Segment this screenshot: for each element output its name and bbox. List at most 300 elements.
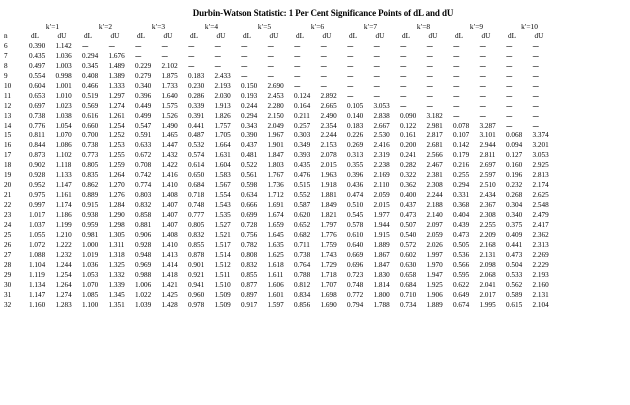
value-cell: 2.308 bbox=[426, 181, 443, 190]
value-cell: 0.355 bbox=[347, 161, 364, 170]
value-cell: 2.417 bbox=[532, 221, 549, 230]
value-cell: 0.161 bbox=[400, 131, 417, 140]
value-cell: 0.589 bbox=[506, 290, 523, 299]
value-cell: 1.659 bbox=[267, 221, 284, 230]
value-cell: 0.515 bbox=[294, 181, 311, 190]
value-cell: 1.821 bbox=[320, 211, 337, 220]
value-cell: 0.362 bbox=[400, 181, 417, 190]
value-cell: 0.349 bbox=[294, 141, 311, 150]
value-cell: 0.322 bbox=[400, 171, 417, 180]
value-cell: 0.615 bbox=[506, 300, 523, 309]
value-cell: 1.408 bbox=[161, 191, 178, 200]
value-cell: 1.947 bbox=[426, 270, 443, 279]
row-n-cell: 8 bbox=[4, 61, 8, 70]
value-cell: 0.140 bbox=[347, 111, 364, 120]
value-cell: 0.257 bbox=[294, 121, 311, 130]
value-cell: 0.832 bbox=[241, 260, 258, 269]
dl-column-header: dL bbox=[296, 31, 304, 40]
value-cell: 1.160 bbox=[29, 300, 46, 309]
significance-table bbox=[4, 22, 556, 311]
value-cell: 2.354 bbox=[320, 121, 337, 130]
value-cell: 1.867 bbox=[373, 250, 390, 259]
value-cell: 0.998 bbox=[55, 71, 72, 80]
value-cell: ---- bbox=[506, 41, 512, 50]
value-cell: 0.473 bbox=[453, 231, 470, 240]
value-cell: 1.119 bbox=[29, 270, 45, 279]
value-cell: 1.606 bbox=[267, 280, 284, 289]
value-cell: 2.041 bbox=[479, 280, 496, 289]
value-cell: 0.906 bbox=[135, 231, 152, 240]
value-cell: ---- bbox=[453, 51, 459, 60]
value-cell: 0.630 bbox=[400, 260, 417, 269]
dl-column-header: dL bbox=[31, 31, 39, 40]
value-cell: 0.127 bbox=[506, 151, 523, 160]
dl-column-header: dL bbox=[137, 31, 145, 40]
value-cell: 1.554 bbox=[214, 191, 231, 200]
value-cell: 0.150 bbox=[241, 81, 258, 90]
value-cell: ---- bbox=[426, 51, 433, 60]
value-cell: ---- bbox=[347, 91, 353, 100]
value-cell: 1.830 bbox=[373, 270, 390, 279]
value-cell: 0.805 bbox=[82, 161, 99, 170]
value-cell: 1.199 bbox=[55, 221, 72, 230]
table-row bbox=[4, 72, 556, 82]
dl-column-header: dL bbox=[402, 31, 410, 40]
du-column-header: dU bbox=[322, 31, 332, 40]
value-cell: 1.407 bbox=[161, 201, 178, 210]
value-cell: 1.407 bbox=[161, 211, 178, 220]
value-cell: 0.697 bbox=[29, 101, 46, 110]
value-cell: 0.226 bbox=[347, 131, 364, 140]
value-cell: 1.875 bbox=[161, 71, 178, 80]
value-cell: ---- bbox=[532, 91, 539, 100]
value-cell: 2.367 bbox=[479, 201, 496, 210]
value-cell: 0.844 bbox=[29, 141, 46, 150]
group-header: k′=5 bbox=[257, 22, 272, 31]
value-cell: 1.333 bbox=[108, 81, 125, 90]
value-cell: 1.776 bbox=[320, 231, 337, 240]
value-cell: 1.036 bbox=[82, 260, 99, 269]
value-cell: 0.633 bbox=[135, 141, 152, 150]
value-cell: ---- bbox=[532, 71, 539, 80]
value-cell: 1.432 bbox=[161, 151, 178, 160]
value-cell: 2.381 bbox=[426, 171, 443, 180]
value-cell: 2.150 bbox=[267, 111, 284, 120]
value-cell: 0.473 bbox=[506, 250, 523, 259]
group-header-row bbox=[4, 22, 556, 32]
value-cell: 0.587 bbox=[294, 201, 311, 210]
value-cell: 1.698 bbox=[320, 290, 337, 299]
value-cell: 2.813 bbox=[532, 171, 549, 180]
value-cell: 0.340 bbox=[135, 81, 152, 90]
table-row bbox=[4, 112, 556, 122]
value-cell: 0.748 bbox=[188, 201, 205, 210]
table-row bbox=[4, 151, 556, 161]
value-cell: 1.847 bbox=[373, 260, 390, 269]
value-cell: 0.216 bbox=[453, 161, 470, 170]
value-cell: 0.674 bbox=[453, 300, 470, 309]
table-row bbox=[4, 141, 556, 151]
value-cell: 0.519 bbox=[82, 91, 99, 100]
value-cell: ---- bbox=[347, 71, 353, 80]
value-cell: 0.487 bbox=[188, 131, 205, 140]
value-cell: 0.286 bbox=[188, 91, 205, 100]
value-cell: 0.505 bbox=[453, 240, 470, 249]
group-header: k′=6 bbox=[310, 22, 325, 31]
table-title: Durbin-Watson Statistic: 1 Per Cent Significance Points of dL and dU bbox=[192, 8, 454, 18]
value-cell: 2.209 bbox=[479, 231, 496, 240]
du-column-header: dU bbox=[269, 31, 279, 40]
value-cell: 1.244 bbox=[55, 260, 72, 269]
value-cell: 1.085 bbox=[82, 290, 99, 299]
value-cell: 0.684 bbox=[400, 280, 417, 289]
value-cell: ---- bbox=[267, 51, 274, 60]
value-cell: 0.889 bbox=[82, 191, 99, 200]
value-cell: 1.416 bbox=[161, 171, 178, 180]
table-row bbox=[4, 211, 556, 221]
value-cell: ---- bbox=[267, 71, 274, 80]
value-cell: 0.981 bbox=[82, 231, 99, 240]
value-cell: 1.210 bbox=[55, 231, 72, 240]
value-cell: 2.981 bbox=[426, 121, 443, 130]
value-cell: 1.053 bbox=[82, 270, 99, 279]
value-cell: 2.059 bbox=[426, 231, 443, 240]
group-header: k′=9 bbox=[469, 22, 484, 31]
value-cell: 1.447 bbox=[161, 141, 178, 150]
value-cell: 0.294 bbox=[82, 51, 99, 60]
table-row bbox=[4, 251, 556, 261]
dl-column-header: dL bbox=[349, 31, 357, 40]
value-cell: 0.476 bbox=[294, 171, 311, 180]
value-cell: 0.788 bbox=[294, 270, 311, 279]
du-column-header: dU bbox=[375, 31, 385, 40]
value-cell: 0.811 bbox=[29, 131, 45, 140]
value-cell: 1.826 bbox=[214, 111, 231, 120]
value-cell: 0.536 bbox=[453, 250, 470, 259]
value-cell: 0.742 bbox=[135, 171, 152, 180]
value-cell: 1.339 bbox=[108, 280, 125, 289]
value-cell: 0.473 bbox=[400, 211, 417, 220]
value-cell: 0.574 bbox=[188, 151, 205, 160]
value-cell: ---- bbox=[426, 71, 433, 80]
value-cell: 2.690 bbox=[267, 81, 284, 90]
value-cell: 0.510 bbox=[347, 201, 364, 210]
value-cell: 1.001 bbox=[55, 81, 72, 90]
value-cell: ---- bbox=[400, 101, 406, 110]
value-cell: 0.164 bbox=[294, 101, 311, 110]
value-cell: 0.649 bbox=[453, 290, 470, 299]
value-cell: ---- bbox=[214, 41, 221, 50]
value-cell: 0.375 bbox=[506, 221, 523, 230]
table-body bbox=[4, 42, 556, 311]
value-cell: ---- bbox=[400, 51, 406, 60]
value-cell: ---- bbox=[479, 61, 486, 70]
row-n-cell: 28 bbox=[4, 260, 12, 269]
value-cell: 0.941 bbox=[188, 280, 205, 289]
column-header-row bbox=[4, 32, 556, 42]
value-cell: 0.756 bbox=[241, 231, 258, 240]
value-cell: 1.264 bbox=[55, 280, 72, 289]
row-n-cell: 22 bbox=[4, 201, 12, 210]
value-cell: 0.142 bbox=[453, 141, 470, 150]
value-cell: ---- bbox=[320, 51, 327, 60]
value-cell: 2.269 bbox=[532, 250, 549, 259]
value-cell: 2.015 bbox=[320, 161, 337, 170]
value-cell: 2.681 bbox=[426, 141, 443, 150]
value-cell: 0.952 bbox=[29, 181, 46, 190]
value-cell: 2.697 bbox=[479, 161, 496, 170]
value-cell: 0.948 bbox=[135, 250, 152, 259]
value-cell: 0.303 bbox=[294, 131, 311, 140]
value-cell: 0.595 bbox=[453, 270, 470, 279]
value-cell: ---- bbox=[241, 41, 247, 50]
value-cell: 0.877 bbox=[241, 280, 258, 289]
value-cell: ---- bbox=[453, 41, 459, 50]
value-cell: 0.268 bbox=[506, 191, 523, 200]
value-cell: 1.270 bbox=[108, 181, 125, 190]
value-cell: ---- bbox=[532, 121, 539, 130]
value-cell: 2.015 bbox=[373, 201, 390, 210]
value-cell: 0.435 bbox=[294, 161, 311, 170]
du-column-header: dU bbox=[216, 31, 226, 40]
value-cell: 2.238 bbox=[373, 161, 390, 170]
value-cell: 2.193 bbox=[532, 270, 549, 279]
value-cell: ---- bbox=[320, 61, 327, 70]
value-cell: 0.441 bbox=[188, 121, 205, 130]
table-row bbox=[4, 301, 556, 311]
value-cell: 0.738 bbox=[29, 111, 46, 120]
group-header: k′=3 bbox=[151, 22, 166, 31]
value-cell: 0.552 bbox=[294, 191, 311, 200]
value-cell: 1.408 bbox=[161, 231, 178, 240]
value-cell: 0.777 bbox=[188, 211, 205, 220]
du-column-header: dU bbox=[57, 31, 67, 40]
value-cell: 0.391 bbox=[188, 111, 205, 120]
value-cell: ---- bbox=[506, 111, 512, 120]
value-cell: 0.409 bbox=[506, 231, 523, 240]
table-row bbox=[4, 181, 556, 191]
group-header: k′=4 bbox=[204, 22, 219, 31]
value-cell: 2.467 bbox=[426, 161, 443, 170]
row-n-cell: 7 bbox=[4, 51, 8, 60]
value-cell: 0.708 bbox=[135, 161, 152, 170]
value-cell: 0.988 bbox=[135, 270, 152, 279]
value-cell: 1.038 bbox=[55, 111, 72, 120]
value-cell: ---- bbox=[373, 51, 380, 60]
dl-column-header: dL bbox=[455, 31, 463, 40]
value-cell: 0.738 bbox=[294, 250, 311, 259]
value-cell: 1.274 bbox=[108, 101, 125, 110]
value-cell: 0.439 bbox=[453, 221, 470, 230]
value-cell: 0.832 bbox=[188, 231, 205, 240]
value-cell: 0.232 bbox=[506, 181, 523, 190]
value-cell: 0.390 bbox=[29, 41, 46, 50]
value-cell: 1.625 bbox=[267, 250, 284, 259]
value-cell: 2.188 bbox=[426, 201, 443, 210]
table-row bbox=[4, 241, 556, 251]
value-cell: 0.928 bbox=[29, 171, 46, 180]
value-cell: 0.160 bbox=[506, 161, 523, 170]
value-cell: 1.631 bbox=[214, 151, 231, 160]
value-cell: ---- bbox=[479, 51, 486, 60]
table-row bbox=[4, 131, 556, 141]
value-cell: ---- bbox=[373, 71, 380, 80]
value-cell: 2.244 bbox=[426, 191, 443, 200]
value-cell: ---- bbox=[400, 41, 406, 50]
value-cell: 0.873 bbox=[29, 151, 46, 160]
value-cell: 2.102 bbox=[161, 61, 178, 70]
value-cell: 1.918 bbox=[320, 181, 337, 190]
value-cell: 0.598 bbox=[241, 181, 258, 190]
value-cell: ---- bbox=[347, 51, 353, 60]
value-cell: 1.803 bbox=[267, 161, 284, 170]
value-cell: 1.690 bbox=[320, 300, 337, 309]
value-cell: 1.757 bbox=[214, 121, 231, 130]
value-cell: 1.006 bbox=[135, 280, 152, 289]
value-cell: ---- bbox=[453, 101, 459, 110]
value-cell: 0.279 bbox=[135, 71, 152, 80]
value-cell: ---- bbox=[400, 91, 406, 100]
table-row bbox=[4, 62, 556, 72]
value-cell: 0.723 bbox=[347, 270, 364, 279]
value-cell: 1.318 bbox=[108, 250, 125, 259]
value-cell: 1.298 bbox=[108, 221, 125, 230]
value-cell: ---- bbox=[241, 71, 247, 80]
value-cell: ---- bbox=[135, 51, 141, 60]
value-cell: 2.625 bbox=[532, 191, 549, 200]
value-cell: 0.183 bbox=[188, 71, 205, 80]
value-cell: 1.743 bbox=[320, 250, 337, 259]
row-n-cell: 11 bbox=[4, 91, 11, 100]
value-cell: 1.036 bbox=[55, 51, 72, 60]
value-cell: 1.759 bbox=[320, 240, 337, 249]
value-cell: 1.104 bbox=[29, 260, 46, 269]
value-cell: ---- bbox=[479, 101, 486, 110]
value-cell: 2.308 bbox=[479, 211, 496, 220]
value-cell: 1.010 bbox=[55, 91, 72, 100]
value-cell: 0.997 bbox=[29, 201, 46, 210]
value-cell: 1.147 bbox=[55, 181, 72, 190]
value-cell: 1.003 bbox=[55, 61, 72, 70]
value-cell: 2.098 bbox=[479, 260, 496, 269]
value-cell: 1.512 bbox=[214, 260, 231, 269]
value-cell: 0.179 bbox=[453, 151, 470, 160]
value-cell: 0.466 bbox=[82, 81, 99, 90]
value-cell: 3.101 bbox=[479, 131, 496, 140]
value-cell: ---- bbox=[506, 71, 512, 80]
value-cell: 1.389 bbox=[108, 71, 125, 80]
value-cell: 0.614 bbox=[188, 161, 205, 170]
value-cell: 1.017 bbox=[29, 211, 46, 220]
value-cell: 1.161 bbox=[55, 191, 72, 200]
value-cell: 0.304 bbox=[506, 201, 523, 210]
value-cell: 0.669 bbox=[347, 250, 364, 259]
row-n-cell: 9 bbox=[4, 71, 8, 80]
value-cell: 0.441 bbox=[506, 240, 523, 249]
value-cell: 1.797 bbox=[320, 221, 337, 230]
value-cell: 1.664 bbox=[214, 141, 231, 150]
value-cell: 0.776 bbox=[29, 121, 46, 130]
value-cell: 2.026 bbox=[426, 240, 443, 249]
value-cell: 1.977 bbox=[373, 211, 390, 220]
value-cell: 1.086 bbox=[55, 141, 72, 150]
value-cell: 2.097 bbox=[426, 221, 443, 230]
value-cell: 0.699 bbox=[241, 211, 258, 220]
value-cell: 1.022 bbox=[135, 290, 152, 299]
value-cell: 2.049 bbox=[267, 121, 284, 130]
value-cell: 2.030 bbox=[214, 91, 231, 100]
value-cell: 0.545 bbox=[347, 211, 364, 220]
value-cell: 1.133 bbox=[55, 171, 72, 180]
value-cell: 0.269 bbox=[347, 141, 364, 150]
value-cell: 0.094 bbox=[506, 141, 523, 150]
value-cell: 2.433 bbox=[214, 71, 231, 80]
table-row bbox=[4, 191, 556, 201]
group-header: k′=10 bbox=[521, 22, 538, 31]
value-cell: 0.808 bbox=[241, 250, 258, 259]
value-cell: 0.507 bbox=[400, 221, 417, 230]
value-cell: 1.414 bbox=[161, 260, 178, 269]
value-cell: 1.800 bbox=[373, 290, 390, 299]
value-cell: 0.572 bbox=[400, 240, 417, 249]
value-cell: 1.889 bbox=[373, 240, 390, 249]
row-n-cell: 29 bbox=[4, 270, 12, 279]
value-cell: 1.407 bbox=[161, 221, 178, 230]
value-cell: 0.832 bbox=[135, 201, 152, 210]
value-cell: ---- bbox=[400, 61, 406, 70]
value-cell: 0.897 bbox=[241, 290, 258, 299]
value-cell: 0.400 bbox=[400, 191, 417, 200]
value-cell: ---- bbox=[188, 41, 194, 50]
value-cell: 2.479 bbox=[532, 211, 549, 220]
value-cell: 0.855 bbox=[188, 240, 205, 249]
value-cell: 1.767 bbox=[267, 171, 284, 180]
group-header: k′=2 bbox=[98, 22, 113, 31]
value-cell: 2.313 bbox=[532, 240, 549, 249]
value-cell: 0.610 bbox=[347, 231, 364, 240]
value-cell: 0.105 bbox=[347, 101, 364, 110]
value-cell: 1.254 bbox=[108, 121, 125, 130]
value-cell: 2.104 bbox=[532, 300, 549, 309]
value-cell: 1.410 bbox=[161, 181, 178, 190]
value-cell: 0.368 bbox=[453, 201, 470, 210]
value-cell: 1.345 bbox=[108, 290, 125, 299]
value-cell: 0.294 bbox=[453, 181, 470, 190]
value-cell: ---- bbox=[241, 51, 247, 60]
value-cell: 0.718 bbox=[188, 191, 205, 200]
value-cell: 0.522 bbox=[241, 161, 258, 170]
value-cell: 1.995 bbox=[479, 300, 496, 309]
value-cell: 1.147 bbox=[29, 290, 46, 299]
value-cell: 1.535 bbox=[214, 211, 231, 220]
row-n-cell: 32 bbox=[4, 300, 12, 309]
value-cell: 0.569 bbox=[82, 101, 99, 110]
value-cell: 1.618 bbox=[267, 260, 284, 269]
value-cell: 1.889 bbox=[426, 300, 443, 309]
value-cell: 1.088 bbox=[29, 250, 46, 259]
value-cell: 1.055 bbox=[29, 231, 46, 240]
value-cell: 1.691 bbox=[267, 201, 284, 210]
table-row bbox=[4, 231, 556, 241]
value-cell: 2.362 bbox=[532, 231, 549, 240]
table-row bbox=[4, 221, 556, 231]
value-cell: 2.490 bbox=[320, 111, 337, 120]
value-cell: ---- bbox=[479, 111, 486, 120]
value-cell: 1.509 bbox=[214, 300, 231, 309]
value-cell: 0.616 bbox=[82, 111, 99, 120]
value-cell: 0.230 bbox=[188, 81, 205, 90]
value-cell: 0.604 bbox=[29, 81, 46, 90]
